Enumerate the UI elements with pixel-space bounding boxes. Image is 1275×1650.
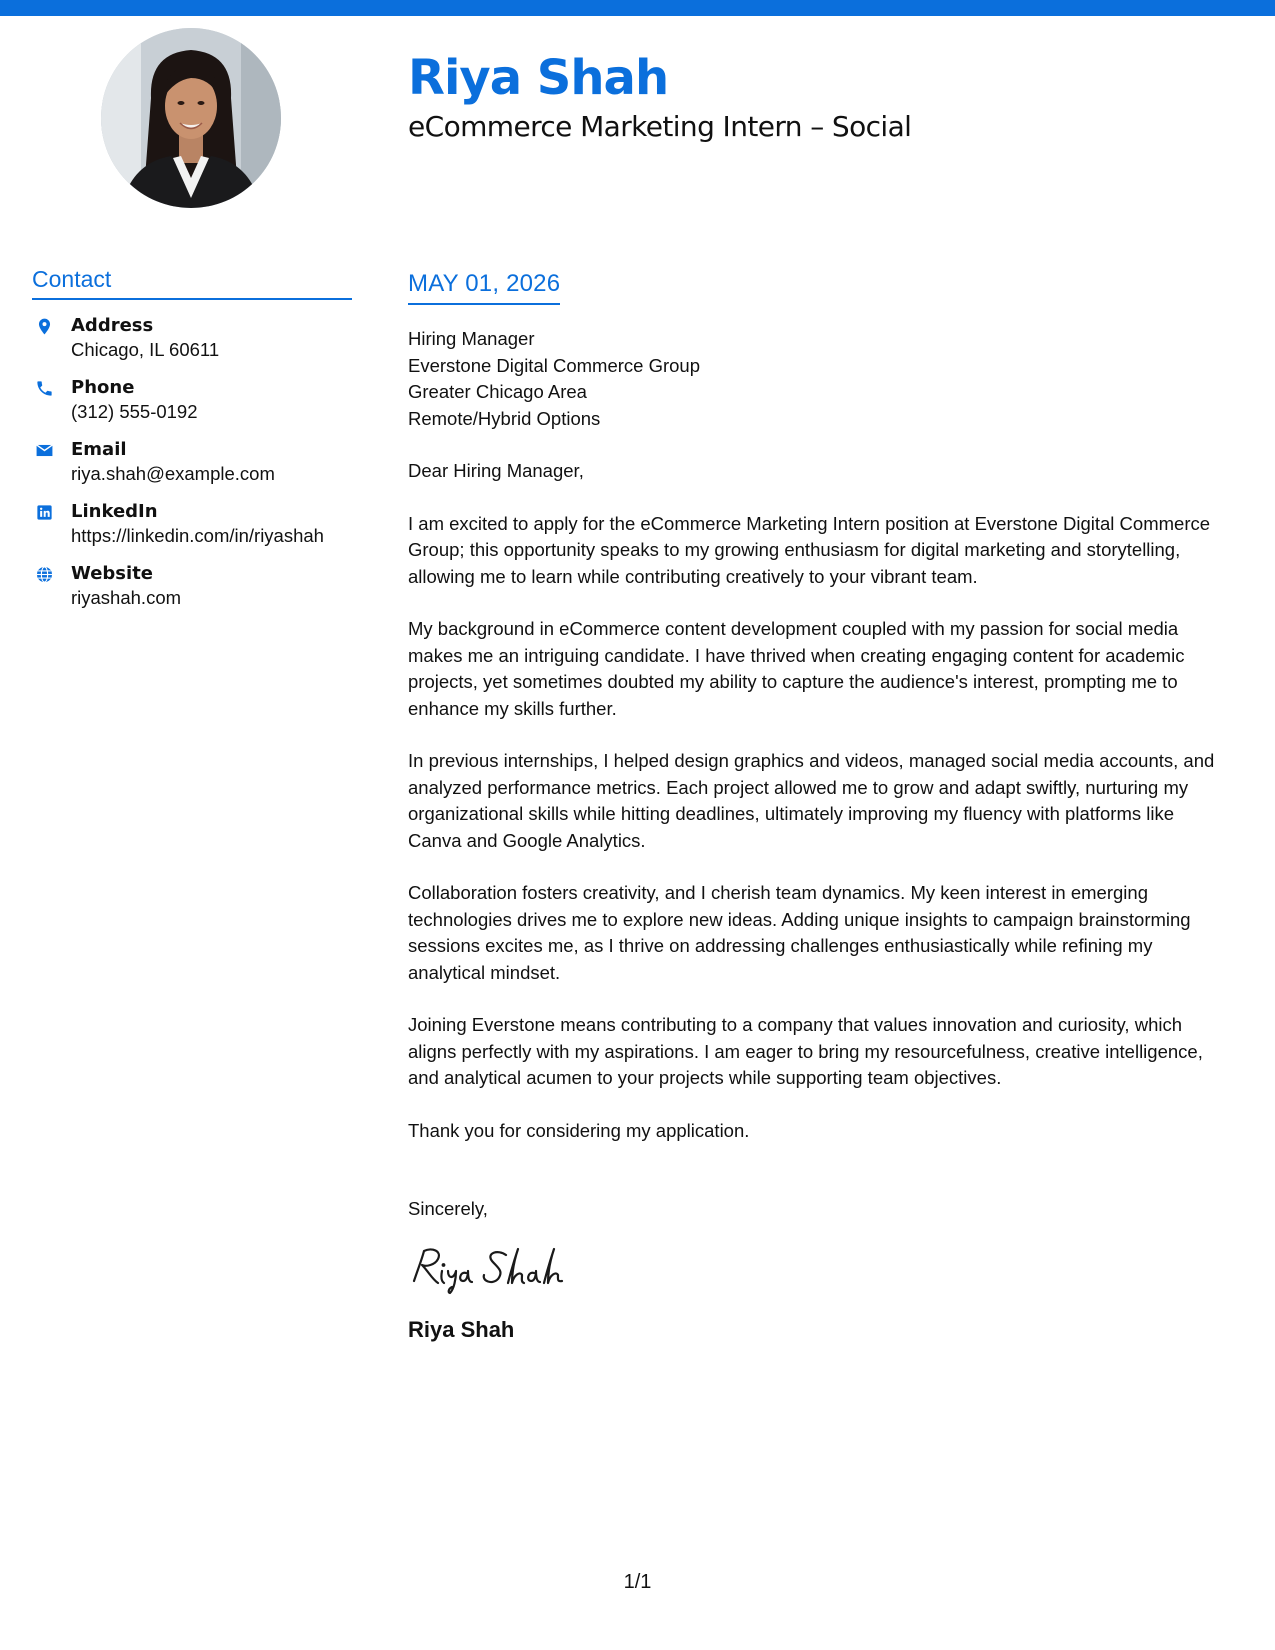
recipient-block — [408, 326, 1228, 432]
salutation: Dear Hiring Manager, — [408, 460, 584, 481]
letter-date: MAY 01, 2026 — [408, 270, 560, 305]
contact-item-email — [32, 438, 352, 486]
contact-label: Address — [71, 315, 154, 336]
recipient-line: Everstone Digital Commerce Group — [408, 354, 700, 376]
linkedin-icon — [34, 502, 54, 522]
contact-label: LinkedIn — [71, 501, 158, 522]
recipient-line: Remote/Hybrid Options — [408, 407, 601, 429]
applicant-name: Riya Shah — [408, 50, 669, 106]
contact-value: (312) 555-0192 — [71, 401, 198, 422]
email-icon — [34, 440, 54, 460]
contact-item-address — [32, 314, 352, 362]
contact-label: Website — [71, 563, 154, 584]
thanks-line: Thank you for considering my application. — [408, 1119, 750, 1141]
job-title: eCommerce Marketing Intern – Social — [408, 110, 912, 143]
top-accent-bar — [0, 0, 1275, 16]
paragraph: Joining Everstone means contributing to a company that values innovation and curiosity, which aligns perfectly with my aspirations. I am eager to bring my resourcefulness, creative intelligence, and analytical acumen to your projects while supporting team objectives. — [408, 1014, 1203, 1088]
recipient-line: Greater Chicago Area — [408, 381, 587, 402]
contact-label: Email — [71, 439, 127, 460]
globe-icon — [34, 564, 54, 584]
contact-heading: Contact — [32, 266, 352, 300]
contact-value[interactable]: riyashah.com — [71, 587, 182, 608]
closing: Sincerely, — [408, 1198, 488, 1219]
contact-value: Chicago, IL 60611 — [71, 339, 220, 360]
contact-item-website — [32, 562, 352, 610]
paragraph: My background in eCommerce content development coupled with my passion for social media makes me an intriguing candidate. I have thrived when creating engaging content for academic projects, yet sometimes doubted my ability to capture the audience's interest, prompting me to enhance my skills further. — [408, 618, 1185, 719]
contact-item-phone — [32, 376, 352, 424]
paragraph: I am excited to apply for the eCommerce Marketing Intern position at Everstone Digital Commerce Group; this opportunity speaks to my growing enthusiasm for digital marketing and storytelling, allowing me to learn while contributing creatively to your vibrant team. — [408, 512, 1211, 587]
contact-value[interactable]: riya.shah@example.com — [71, 463, 275, 484]
recipient-line: Hiring Manager — [408, 328, 535, 349]
contact-item-linkedin — [32, 500, 352, 548]
contact-value[interactable]: https://linkedin.com/in/riyashah — [71, 525, 324, 546]
signer-name: Riya Shah — [408, 1316, 515, 1342]
map-pin-icon — [34, 316, 54, 336]
paragraph: Collaboration fosters creativity, and I cherish team dynamics. My keen interest in emerging technologies drives me to explore new ideas. Adding unique insights to campaign brainstorming sessions excites me, as I thrive on addressing challenges enthusiastically while refining my analytical mindset. — [408, 882, 1191, 983]
contact-sidebar — [32, 266, 352, 610]
letter-paragraphs — [408, 511, 1228, 1092]
letter-body — [408, 270, 1228, 1343]
handwritten-signature — [408, 1243, 588, 1295]
page-number: 1/1 — [623, 1571, 652, 1593]
paragraph: In previous internships, I helped design graphics and videos, managed social media accounts, and analyzed performance metrics. Each project allowed me to grow and adapt swiftly, nurturing my organizational skills while hitting deadlines, ultimately improving my fluency with platforms like Canva and Google Analytics. — [408, 750, 1215, 851]
phone-icon — [34, 378, 54, 398]
profile-photo — [101, 28, 281, 208]
contact-label: Phone — [71, 377, 135, 398]
